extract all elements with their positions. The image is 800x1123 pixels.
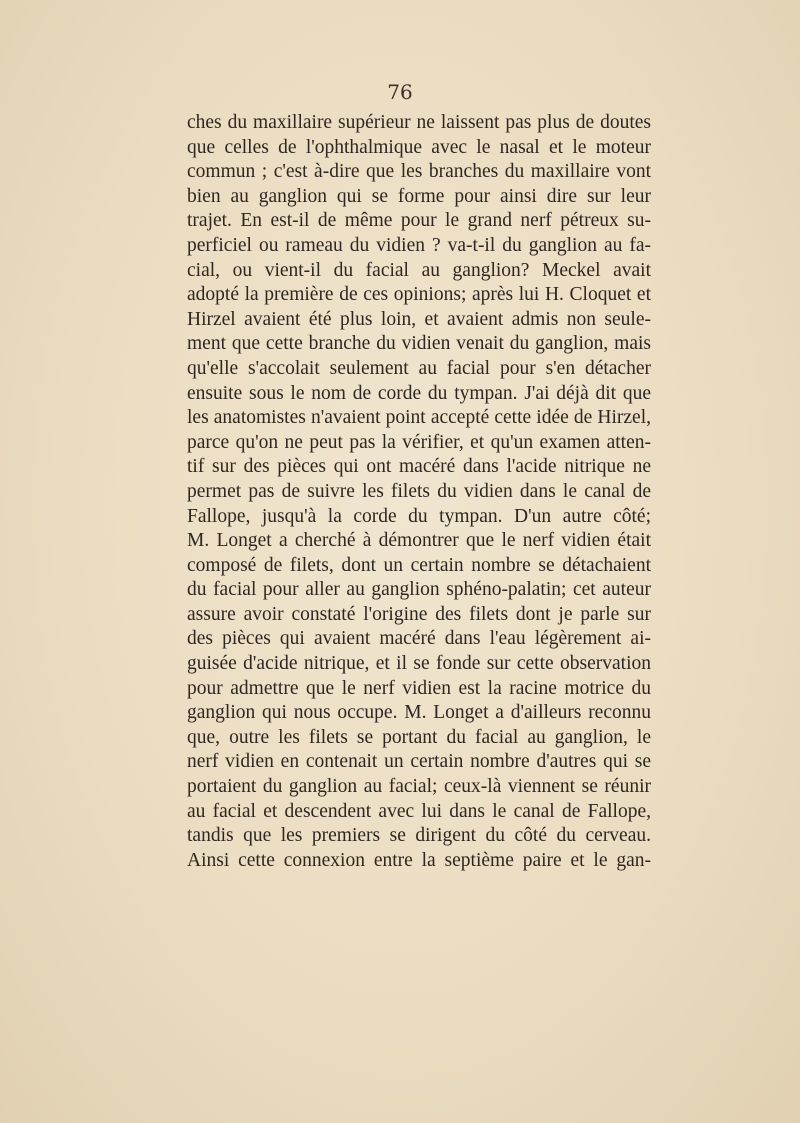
text-line: guisée d'acide nitrique, et il se fonde sur cette observation xyxy=(187,653,651,675)
text-line: nerf vidien en contenait un certain nombre d'autres qui se xyxy=(187,751,651,773)
page-number: 76 xyxy=(387,80,413,104)
text-line: trajet. En est-il de même pour le grand nerf pétreux su- xyxy=(187,210,651,232)
text-line: tif sur des pièces qui ont macéré dans l'acide nitrique ne xyxy=(187,456,651,478)
text-line: parce qu'on ne peut pas la vérifier, et qu'un examen atten- xyxy=(187,431,651,453)
text-line: composé de filets, dont un certain nombre se détachaient xyxy=(187,554,651,576)
text-line: permet pas de suivre les filets du vidien dans le canal de xyxy=(187,480,651,502)
text-line: M. Longet a cherché à démontrer que le nerf vidien était xyxy=(187,530,651,552)
text-line: les anatomistes n'avaient point accepté cette idée de Hirzel, xyxy=(187,407,651,429)
text-line: bien au ganglion qui se forme pour ainsi dire sur leur xyxy=(187,185,651,207)
text-line: au facial et descendent avec lui dans le canal de Fallope, xyxy=(187,800,651,822)
text-line: Fallope, jusqu'à la corde du tympan. D'un autre côté; xyxy=(187,505,651,527)
text-line: du facial pour aller au ganglion sphéno-palatin; cet auteur xyxy=(187,579,651,601)
text-line: cial, ou vient-il du facial au ganglion? Meckel avait xyxy=(187,259,651,281)
text-line: commun ; c'est à-dire que les branches du maxillaire vont xyxy=(187,161,651,183)
text-line: perficiel ou rameau du vidien ? va-t-il du ganglion au fa- xyxy=(187,234,651,256)
text-line: assure avoir constaté l'origine des filets dont je parle sur xyxy=(187,603,651,625)
text-line: ment que cette branche du vidien venait du ganglion, mais xyxy=(187,333,651,355)
text-line: qu'elle s'accolait seulement au facial pour s'en détacher xyxy=(187,357,651,379)
text-line: pour admettre que le nerf vidien est la racine motrice du xyxy=(187,677,651,699)
text-line: ensuite sous le nom de corde du tympan. J'ai déjà dit que xyxy=(187,382,651,404)
text-line: ganglion qui nous occupe. M. Longet a d'ailleurs reconnu xyxy=(187,702,651,724)
text-line: Hirzel avaient été plus loin, et avaient admis non seule- xyxy=(187,308,651,330)
text-line: tandis que les premiers se dirigent du côté du cerveau. xyxy=(187,825,651,847)
text-line: ches du maxillaire supérieur ne laissent pas plus de doutes xyxy=(187,112,651,133)
text-line: portaient du ganglion au facial; ceux-là viennent se réunir xyxy=(187,776,651,798)
text-line: Ainsi cette connexion entre la septième paire et le gan- xyxy=(187,849,651,871)
text-line: adopté la première de ces opinions; après lui H. Cloquet et xyxy=(187,284,651,306)
text-line: que, outre les filets se portant du facial au ganglion, le xyxy=(187,726,651,748)
text-line: des pièces qui avaient macéré dans l'eau légèrement ai- xyxy=(187,628,651,650)
body-text xyxy=(187,111,651,873)
text-line: que celles de l'ophthalmique avec le nasal et le moteur xyxy=(187,136,651,158)
